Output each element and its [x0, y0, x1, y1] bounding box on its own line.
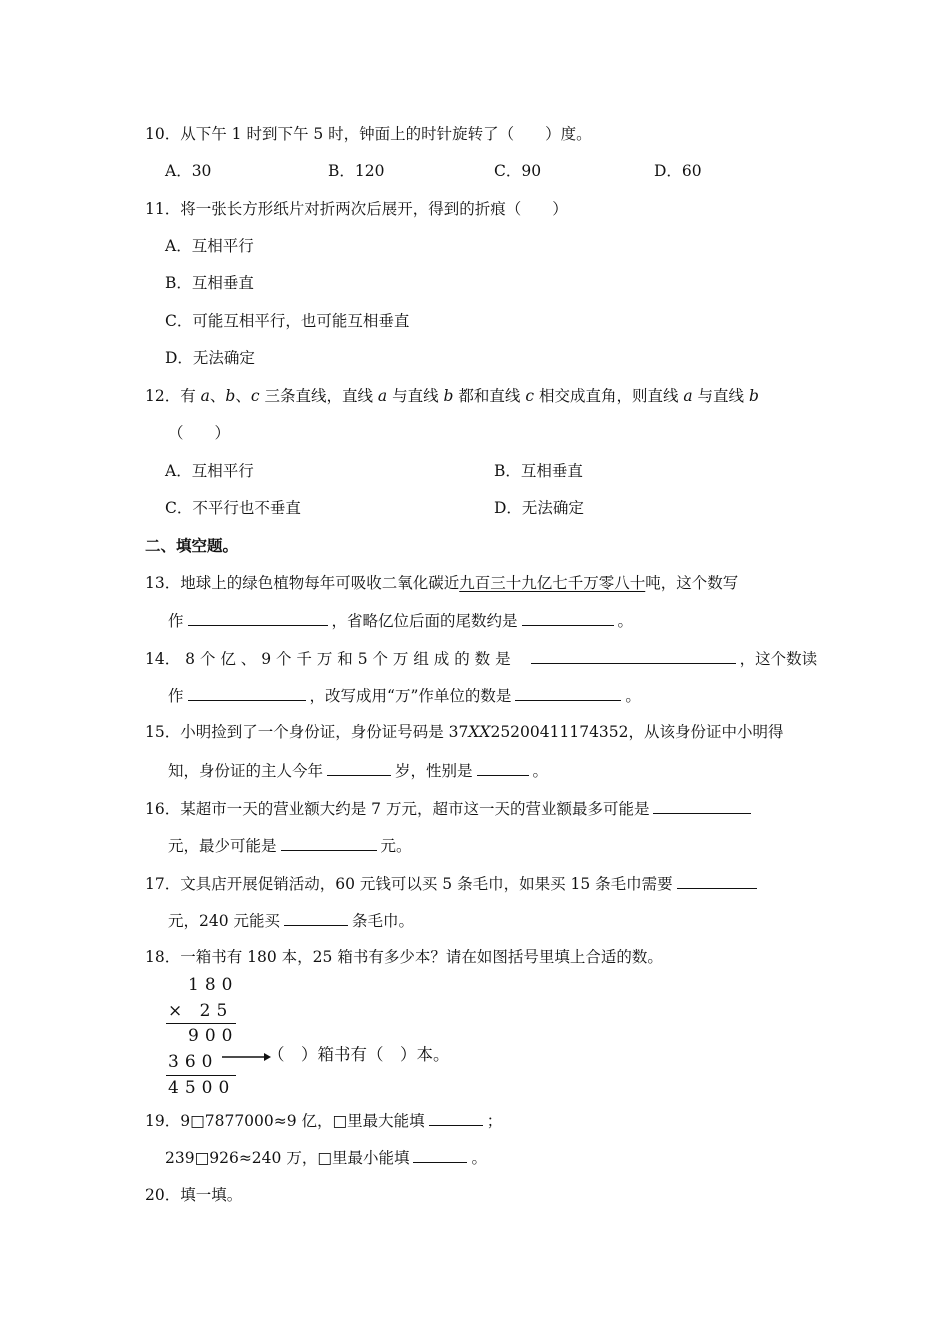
- q12-option-a: A．互相平行: [165, 462, 254, 480]
- question-18-stem: 18．一箱书有 180 本，25 箱书有多少本？请在如图括号里填上合适的数。: [145, 948, 663, 966]
- question-20-stem: 20．填一填。: [145, 1186, 243, 1204]
- answer-blank[interactable]: [653, 798, 751, 814]
- question-10-stem: 10．从下午 1 时到下午 5 时，钟面上的时针旋转了（ ）度。: [145, 125, 592, 143]
- section-heading: 二、填空题。: [145, 536, 239, 555]
- answer-blank[interactable]: [327, 760, 391, 776]
- calc-row-multiplier: × 25: [168, 1001, 234, 1021]
- q10-option-b: B．120: [328, 162, 385, 180]
- answer-blank[interactable]: [429, 1110, 483, 1126]
- answer-blank[interactable]: [188, 685, 306, 701]
- q11-option-a: A．互相平行: [165, 237, 254, 255]
- question-17-line1: 17．文具店开展促销活动，60 元钱可以买 5 条毛巾，如果买 15 条毛巾需要: [145, 873, 761, 894]
- question-19-line2: 239□926≈240 万，□里最小能填 。: [165, 1149, 487, 1167]
- q10-option-a: A．30: [165, 162, 212, 180]
- answer-blank[interactable]: [284, 910, 348, 926]
- q12-option-b: B．互相垂直: [494, 462, 583, 480]
- question-19-line1: 19．9□7877000≈9 亿，□里最大能填 ；: [145, 1112, 503, 1130]
- question-12-stem: 12．有 a、b、c 三条直线，直线 a 与直线 b 都和直线 c 相交成直角，则直线 a 与直线 b: [145, 387, 759, 405]
- answer-blank[interactable]: [188, 610, 328, 626]
- calc-rule-line: [166, 1023, 236, 1024]
- answer-blank[interactable]: [281, 835, 377, 851]
- calc-note: （ ）箱书有（ ）本。: [268, 1045, 450, 1064]
- calc-rule-line: [166, 1075, 236, 1076]
- answer-blank[interactable]: [413, 1147, 467, 1163]
- answer-blank[interactable]: [522, 610, 614, 626]
- answer-blank[interactable]: [677, 873, 757, 889]
- calc-row-product: 4500: [168, 1078, 236, 1098]
- q11-option-d: D．无法确定: [165, 349, 255, 367]
- answer-blank[interactable]: [531, 648, 736, 664]
- question-13-line1: 13．地球上的绿色植物每年可吸收二氧化碳近九百三十九亿七千万零八十吨，这个数写: [145, 574, 739, 592]
- question-14-line1: 14． 8 个 亿 、 9 个 千 万 和 5 个 万 组 成 的 数 是 ，这个数读: [145, 650, 818, 668]
- calc-row-partial1: 900: [188, 1026, 239, 1046]
- question-15-line1: 15．小明捡到了一个身份证，身份证号码是 37XX25200411174352，从该身份证中小明得: [145, 723, 784, 741]
- question-14-line2: 作 ，改写成用“万”作单位的数是 。: [168, 687, 641, 705]
- question-13-line2: 作 ，省略亿位后面的尾数约是 。: [168, 612, 634, 630]
- q12-option-d: D．无法确定: [494, 499, 584, 517]
- question-11-stem: 11．将一张长方形纸片对折两次后展开，得到的折痕（ ）: [145, 200, 568, 218]
- question-16-line2: 元，最少可能是 元。: [168, 837, 412, 855]
- arrow-icon: [222, 1050, 272, 1064]
- question-15-line2: 知，身份证的主人今年 岁，性别是 。: [168, 762, 549, 780]
- answer-blank[interactable]: [477, 760, 529, 776]
- q11-option-c: C．可能互相平行，也可能互相垂直: [165, 312, 410, 330]
- question-16-line1: 16．某超市一天的营业额大约是 7 万元，超市这一天的营业额最多可能是: [145, 798, 755, 819]
- q12-option-c: C．不平行也不垂直: [165, 499, 301, 517]
- q12-answer-paren: （ ）: [168, 424, 231, 442]
- q10-option-c: C．90: [494, 162, 542, 180]
- answer-blank[interactable]: [515, 685, 621, 701]
- q10-option-d: D．60: [654, 162, 702, 180]
- question-17-line2: 元，240 元能买 条毛巾。: [168, 912, 415, 930]
- q11-option-b: B．互相垂直: [165, 274, 254, 292]
- calc-row-multiplicand: 180: [188, 975, 239, 995]
- calc-row-partial2: 360: [168, 1052, 219, 1072]
